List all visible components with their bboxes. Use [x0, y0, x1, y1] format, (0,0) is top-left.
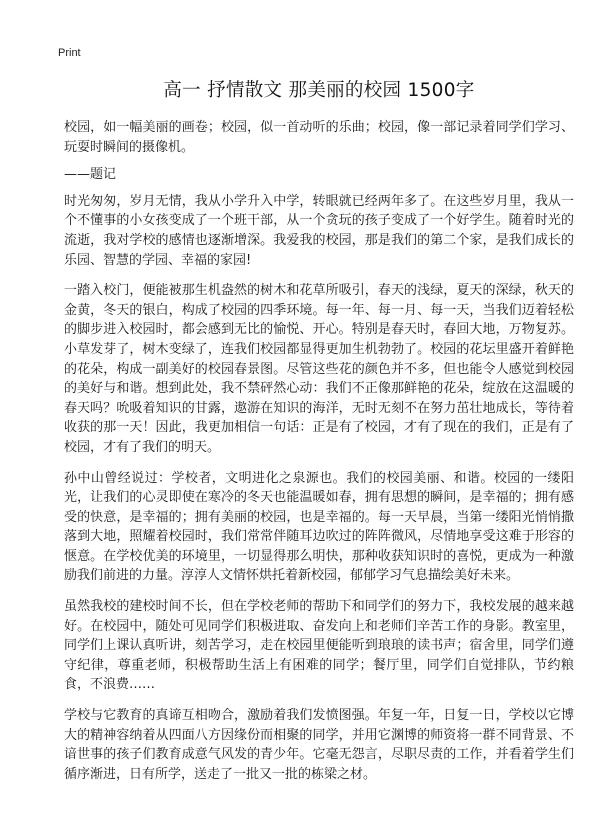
paragraph-6: 学校与它教育的真谛互相吻合，激励着我们发愤图强。年复一年，日复一日，学校以它博大的精神容纳着从四面八方因缘份而相聚的同学，并用它渊博的师资将一群不同背景、不谙世事的孩子们教育成意气风发的青少年。它毫无怨言，尽职尽责的工作，并看着学生们循序渐进，日有所学，送走了一批又一批的栋梁之材。: [64, 708, 574, 782]
paragraph-intro: 校园，如一幅美丽的画卷；校园，似一首动听的乐曲；校园，像一部记录着同学们学习、玩耍时瞬间的摄像机。: [64, 120, 574, 155]
page-title: 高一 抒情散文 那美丽的校园 1500字: [163, 80, 475, 101]
article-body: [64, 118, 574, 784]
print-link[interactable]: Print: [58, 47, 81, 59]
paragraph-5: 虽然我校的建校时间不长，但在学校老师的帮助下和同学们的努力下，我校发展的越来越好。在校园中，随处可见同学们积极进取、奋发向上和老师们辛苦工作的身影。教室里，同学们上课认真听讲，刻苦学习，走在校园里便能听到琅琅的读书声；宿舍里，同学们遵守纪律，尊重老师，积极帮助生活上有困难的同学；餐厅里，同学们自觉排队，节约粮食，不浪费……: [64, 599, 574, 693]
paragraph-4: 孙中山曾经说过：学校者，文明进化之泉源也。我们的校园美丽、和谐。校园的一缕阳光，让我们的心灵即使在寒冷的冬天也能温暖如春，拥有思想的瞬间，是幸福的；拥有感受的快意，是幸福的；拥有美丽的校园，也是幸福的。每一天早晨，当第一缕阳光悄悄撒落到大地，照耀着校园时，我们常常伴随耳边吹过的阵阵微风，尽情地享受这难于形容的惬意。在学校优美的环境里，一切显得那么明快，那种收获知识时的喜悦，更成为一种激励我们前进的力量。淳淳人文情怀烘托着新校园，郁郁学习气息描绘美好未来。: [64, 470, 574, 584]
paragraph-2: 时光匆匆，岁月无情，我从小学升入中学，转眼就已经两年多了。在这些岁月里，我从一个不懂事的小女孩变成了一个班干部，从一个贪玩的孩子变成了一个好学生。随着时光的流逝，我对学校的感情也逐渐增深。我爱我的校园，那是我们的第二个家，是我们成长的乐园、智慧的学园、幸福的家园!: [64, 193, 574, 268]
paragraph-3: 一踏入校门，便能被那生机盎然的树木和花草所吸引，春天的浅绿，夏天的深绿，秋天的金黄，冬天的银白，构成了校园的四季环境。每一年、每一月、每一天，当我们迈着轻松的脚步进入校园时，都会感到无比的愉悦、开心。特别是春天时，春回大地，万物复苏。小草发芽了，树木变绿了，连我们校园都显得更加生机勃勃了。校园的花坛里盛开着鲜艳的花朵，构成一副美好的校园春景图。尽管这些花的颜色并不多，但也能令人感觉到校园的美好与和谐。想到此处，我不禁砰然心动：我们不正像那鲜艳的花朵，绽放在这温暖的春天吗？吮吸着知识的甘露，遨游在知识的海洋，无时无刻不在努力茁壮地成长，等待着收获的那一天！因此，我更加相信一句话：正是有了校园，才有了现在的我们，正是有了校园，才有了我们的明天。: [64, 283, 574, 455]
paragraph-epigraph-signature: ——题记: [64, 167, 117, 183]
